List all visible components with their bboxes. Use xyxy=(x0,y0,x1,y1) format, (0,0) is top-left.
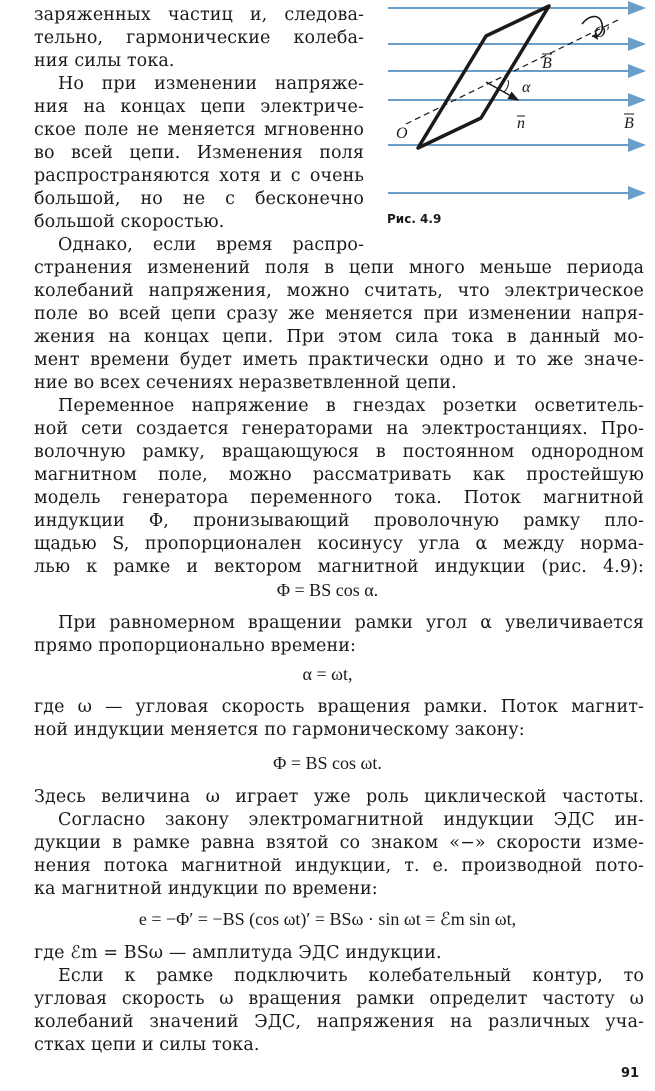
text-line: лью к рамке и вектором магнитной индукции (рис. 4.9): xyxy=(34,557,644,577)
text-line: жения на концах цепи. При этом сила тока в данный мо- xyxy=(34,327,644,347)
label-field-upper: B xyxy=(542,55,552,72)
text-line: колебаний напряжения, можно считать, что электрическое xyxy=(34,281,644,301)
label-normal: n xyxy=(517,115,525,132)
text-line: При равномерном вращении рамки угол α увеличивается xyxy=(58,613,644,633)
text-line: ной сети создается генераторами на электростанциях. Про- xyxy=(34,419,644,439)
text-line: колебаний значений ЭДС, напряжения на различных уча- xyxy=(34,1012,644,1032)
text-line: модель генератора переменного тока. Поток магнитной xyxy=(34,488,644,508)
text-line: ния на концах цепи электриче- xyxy=(34,97,364,117)
wire-frame xyxy=(418,6,549,148)
text-line: заряженных частиц и, следова- xyxy=(34,5,364,25)
text-line: мент времени будет иметь практически одно и то же значе- xyxy=(34,350,644,370)
text-line: Переменное напряжение в гнездах розетки осветитель- xyxy=(58,396,644,416)
formula-emf: e = −Φ′ = −BS (cos ωt)′ = BSω · sin ωt = ℰm sin ωt, xyxy=(138,909,517,929)
text-line: ка магнитной индукции по времени: xyxy=(34,879,378,899)
text-line: ной индукции меняется по гармоническому закону: xyxy=(34,720,525,740)
page-number: 91 xyxy=(621,1066,640,1081)
text-line: Согласно закону электромагнитной индукции ЭДС ин- xyxy=(58,810,644,830)
text-line: распространяются хотя и с очень xyxy=(34,166,364,186)
text-line: ние во всех сечениях неразветвленной цепи. xyxy=(34,373,457,393)
figure-rotating-frame xyxy=(386,0,651,215)
text-line: стках цепи и силы тока. xyxy=(34,1035,260,1055)
text-line: Здесь величина ω играет уже роль циклической частоты. xyxy=(34,787,644,807)
label-field-right: B xyxy=(624,115,634,132)
text-line: большой, но не с бесконечно xyxy=(34,189,364,209)
text-line: большой скоростью. xyxy=(34,212,225,232)
text-line: ское поле не меняется мгновенно xyxy=(34,120,364,140)
formula-flux: Φ = BS cos α. xyxy=(276,580,379,600)
text-line: странения изменений поля в цепи много меньше периода xyxy=(34,258,644,278)
text-line: где ω — угловая скорость вращения рамки. Поток магнит- xyxy=(34,697,644,717)
text-line: Если к рамке подключить колебательный контур, то xyxy=(58,966,644,986)
text-line: индукции Φ, пронизывающий проволочную рамку пло- xyxy=(34,511,644,531)
figure-caption: Рис. 4.9 xyxy=(387,212,442,226)
text-line: волочную рамку, вращающуюся в постоянном однородном xyxy=(34,442,644,462)
text-line: где ℰm = BSω — амплитуда ЭДС индукции. xyxy=(34,943,442,963)
formula-flux-time: Φ = BS cos ωt. xyxy=(273,753,382,773)
label-axis-end: O' xyxy=(594,24,609,41)
text-line: магнитном поле, можно рассматривать как простейшую xyxy=(34,465,644,485)
text-line: щадью S, пропорционален косинусу угла α между норма- xyxy=(34,534,644,554)
text-line: ния силы тока. xyxy=(34,51,175,71)
label-axis-start: O xyxy=(396,125,408,142)
formula-angle: α = ωt, xyxy=(302,664,353,684)
text-line: Однако, если время распро- xyxy=(58,235,364,255)
text-line: тельно, гармонические колеба- xyxy=(34,28,364,48)
text-line: во всей цепи. Изменения поля xyxy=(34,143,364,163)
text-line: нения потока магнитной индукции, т. е. производной пото- xyxy=(34,856,644,876)
text-line: прямо пропорционально времени: xyxy=(34,636,356,656)
text-line: угловая скорость ω вращения рамки определит частоту ω xyxy=(34,989,644,1009)
text-line: поле во всей цепи сразу же меняется при изменении напря- xyxy=(34,304,644,324)
text-line: дукции в рамке равна взятой со знаком «−» скорости изме- xyxy=(34,833,644,853)
label-angle: α xyxy=(522,79,531,96)
text-line: Но при изменении напряже- xyxy=(58,74,364,94)
